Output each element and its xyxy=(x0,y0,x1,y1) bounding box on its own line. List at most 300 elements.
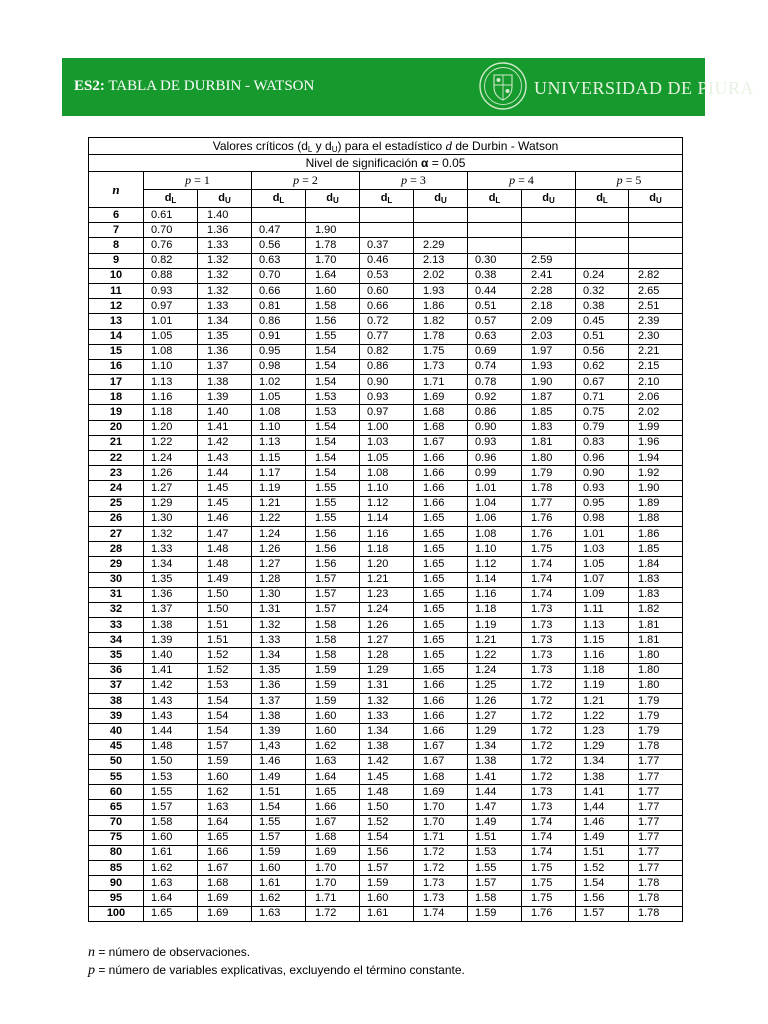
dl-cell: 1.28 xyxy=(360,648,414,663)
n-cell: 26 xyxy=(89,511,144,526)
du-cell: 1.65 xyxy=(414,526,468,541)
dl-cell: 1.14 xyxy=(468,572,522,587)
du-cell: 1.56 xyxy=(306,314,360,329)
dl-cell: 1.16 xyxy=(468,587,522,602)
du-cell: 1.66 xyxy=(414,694,468,709)
du-cell: 1.73 xyxy=(522,785,576,800)
du-cell: 1.63 xyxy=(198,800,252,815)
du-cell: 1.76 xyxy=(522,906,576,921)
dl-cell: 0.53 xyxy=(360,268,414,283)
du-cell: 1.78 xyxy=(414,329,468,344)
dl-cell: 0.63 xyxy=(252,253,306,268)
n-cell: 22 xyxy=(89,451,144,466)
dl-cell: 1.57 xyxy=(576,906,629,921)
dl-cell: 1.10 xyxy=(360,481,414,496)
du-cell: 1.83 xyxy=(629,572,683,587)
n-cell: 13 xyxy=(89,314,144,329)
dl-cell: 1.12 xyxy=(468,557,522,572)
dl-cell: 0.61 xyxy=(144,208,198,223)
table-row xyxy=(89,481,683,496)
du-cell: 1.42 xyxy=(198,435,252,450)
dl-header: $d_L$ xyxy=(468,190,522,208)
du-cell: 1.74 xyxy=(414,906,468,921)
du-cell: 1.66 xyxy=(306,800,360,815)
dl-cell: 1.49 xyxy=(576,830,629,845)
dl-cell: 1.51 xyxy=(576,845,629,860)
dl-cell xyxy=(576,208,629,223)
du-cell: 1.67 xyxy=(414,754,468,769)
du-cell: 1.78 xyxy=(629,739,683,754)
n-cell: 38 xyxy=(89,694,144,709)
p-group-header: p = 1 xyxy=(144,172,252,190)
du-cell: 1.50 xyxy=(198,602,252,617)
dl-cell: 1.49 xyxy=(252,769,306,784)
dl-cell: 1.11 xyxy=(576,602,629,617)
dl-cell xyxy=(360,208,414,223)
dl-cell: 0.30 xyxy=(468,253,522,268)
du-cell: 1.69 xyxy=(414,390,468,405)
dl-cell: 1.56 xyxy=(576,891,629,906)
dl-cell: 0.74 xyxy=(468,359,522,374)
du-cell: 1.79 xyxy=(629,724,683,739)
du-cell: 1.32 xyxy=(198,253,252,268)
du-cell: 1.55 xyxy=(306,496,360,511)
n-cell: 7 xyxy=(89,223,144,238)
du-cell xyxy=(629,253,683,268)
du-cell: 1.57 xyxy=(306,602,360,617)
n-cell: 80 xyxy=(89,845,144,860)
du-cell: 1.67 xyxy=(198,861,252,876)
dl-cell: 0.44 xyxy=(468,283,522,298)
du-cell: 1.85 xyxy=(522,405,576,420)
du-cell: 2.41 xyxy=(522,268,576,283)
n-cell: 33 xyxy=(89,618,144,633)
dl-cell: 1.23 xyxy=(576,724,629,739)
du-cell: 1.44 xyxy=(198,466,252,481)
durbin-watson-table xyxy=(88,137,683,922)
dl-cell: 1.05 xyxy=(576,557,629,572)
dl-cell: 1.32 xyxy=(360,694,414,709)
table-row xyxy=(89,511,683,526)
n-cell: 10 xyxy=(89,268,144,283)
n-cell: 17 xyxy=(89,375,144,390)
dl-cell: 1.38 xyxy=(360,739,414,754)
dl-cell: 1.29 xyxy=(144,496,198,511)
dl-cell: 1.00 xyxy=(360,420,414,435)
dl-header: $d_L$ xyxy=(360,190,414,208)
dl-cell: 1.20 xyxy=(144,420,198,435)
dl-cell: 1.41 xyxy=(576,785,629,800)
du-cell: 2.65 xyxy=(629,283,683,298)
table-row xyxy=(89,359,683,374)
du-cell: 1.52 xyxy=(198,648,252,663)
dl-cell: 1.01 xyxy=(576,526,629,541)
dl-cell: 1.38 xyxy=(468,754,522,769)
du-cell: 1.54 xyxy=(198,694,252,709)
dl-cell: 1.46 xyxy=(252,754,306,769)
du-cell: 1.46 xyxy=(198,511,252,526)
footnote-p: p = número de variables explicativas, excluyendo el término constante. xyxy=(88,963,465,978)
du-cell: 1.92 xyxy=(629,466,683,481)
du-cell: 1.74 xyxy=(522,572,576,587)
table-row xyxy=(89,253,683,268)
dl-cell: 1.19 xyxy=(468,618,522,633)
dl-cell: 1.37 xyxy=(144,602,198,617)
dl-cell: 1.54 xyxy=(252,800,306,815)
table-row xyxy=(89,830,683,845)
dl-cell: 1.24 xyxy=(252,526,306,541)
dl-cell: 1.27 xyxy=(252,557,306,572)
du-cell: 1.99 xyxy=(629,420,683,435)
sub-header-row xyxy=(89,190,683,208)
du-cell: 1.70 xyxy=(414,800,468,815)
dl-cell: 1.13 xyxy=(144,375,198,390)
dl-cell: 1.13 xyxy=(252,435,306,450)
table-row xyxy=(89,375,683,390)
dl-cell: 1.07 xyxy=(576,572,629,587)
dl-cell: 1.52 xyxy=(576,861,629,876)
dl-cell: 1.15 xyxy=(252,451,306,466)
dl-cell: 0.93 xyxy=(360,390,414,405)
footnote-n: n = número de observaciones. xyxy=(88,945,251,960)
dl-cell: 1.53 xyxy=(144,769,198,784)
table-row xyxy=(89,724,683,739)
dl-cell: 1.14 xyxy=(360,511,414,526)
dl-cell: 0.56 xyxy=(576,344,629,359)
du-cell: 2.02 xyxy=(414,268,468,283)
dl-cell: 0.86 xyxy=(360,359,414,374)
du-cell: 1.94 xyxy=(629,451,683,466)
dl-cell: 1.24 xyxy=(144,451,198,466)
du-cell: 1.85 xyxy=(629,542,683,557)
table-row xyxy=(89,754,683,769)
du-cell: 1.72 xyxy=(522,724,576,739)
du-cell: 1.84 xyxy=(629,557,683,572)
du-cell: 1.55 xyxy=(306,481,360,496)
dl-cell: 1.32 xyxy=(144,526,198,541)
dl-cell: 1.18 xyxy=(468,602,522,617)
table-row xyxy=(89,329,683,344)
du-cell: 1.60 xyxy=(306,283,360,298)
dl-cell: 0.77 xyxy=(360,329,414,344)
du-cell: 1.69 xyxy=(306,845,360,860)
n-cell: 75 xyxy=(89,830,144,845)
du-cell: 1.90 xyxy=(522,375,576,390)
du-cell: 1.73 xyxy=(522,663,576,678)
table-row xyxy=(89,557,683,572)
du-cell: 1.66 xyxy=(414,678,468,693)
dl-cell: 1.57 xyxy=(144,800,198,815)
du-cell: 1.54 xyxy=(306,435,360,450)
table-row xyxy=(89,694,683,709)
du-cell: 1.32 xyxy=(198,283,252,298)
n-cell: 6 xyxy=(89,208,144,223)
table-row xyxy=(89,769,683,784)
dl-cell: 1.64 xyxy=(144,891,198,906)
dl-cell: 1.34 xyxy=(468,739,522,754)
du-cell: 1.70 xyxy=(414,815,468,830)
dl-cell: 1.31 xyxy=(252,602,306,617)
du-cell: 1.74 xyxy=(522,557,576,572)
dl-cell: 1.55 xyxy=(144,785,198,800)
du-cell: 1.41 xyxy=(198,420,252,435)
dl-cell: 1.04 xyxy=(468,496,522,511)
p-group-header: p = 2 xyxy=(252,172,360,190)
du-cell: 1.90 xyxy=(306,223,360,238)
dl-cell: 0.63 xyxy=(468,329,522,344)
dl-header: $d_L$ xyxy=(144,190,198,208)
du-cell: 1.74 xyxy=(522,845,576,860)
dl-cell: 1.33 xyxy=(252,633,306,648)
du-cell: 1.68 xyxy=(198,876,252,891)
dl-cell: 1.41 xyxy=(144,663,198,678)
du-cell: 1.49 xyxy=(198,572,252,587)
dl-cell xyxy=(576,253,629,268)
dl-cell: 0.72 xyxy=(360,314,414,329)
du-cell: 1.58 xyxy=(306,618,360,633)
table-row xyxy=(89,420,683,435)
du-cell: 1.65 xyxy=(414,618,468,633)
dl-cell: 1.22 xyxy=(144,435,198,450)
dl-cell: 1.24 xyxy=(360,602,414,617)
dl-cell: 1.51 xyxy=(252,785,306,800)
dl-cell: 1.43 xyxy=(144,694,198,709)
dl-cell: 1.10 xyxy=(252,420,306,435)
dl-cell: 1.37 xyxy=(252,694,306,709)
dl-cell: 1.42 xyxy=(360,754,414,769)
dl-cell: 0.98 xyxy=(252,359,306,374)
dl-cell: 1.16 xyxy=(576,648,629,663)
du-cell: 1.69 xyxy=(198,891,252,906)
dl-cell: 1.27 xyxy=(144,481,198,496)
table-row xyxy=(89,861,683,876)
du-cell: 1.67 xyxy=(414,739,468,754)
dl-cell: 1.65 xyxy=(144,906,198,921)
du-cell: 1.72 xyxy=(522,754,576,769)
dl-cell: 1.10 xyxy=(468,542,522,557)
caption-row xyxy=(89,138,683,155)
dl-cell: 1.09 xyxy=(576,587,629,602)
du-cell: 2.18 xyxy=(522,299,576,314)
dl-header: $d_L$ xyxy=(252,190,306,208)
table-row xyxy=(89,663,683,678)
table-caption: Valores críticos ($d_L$ y $d_U$) para el estadístico d de Durbin - Watson xyxy=(89,138,683,155)
dl-cell: 0.95 xyxy=(576,496,629,511)
dl-cell: 1.26 xyxy=(360,618,414,633)
du-cell: 1.71 xyxy=(414,830,468,845)
n-cell: 34 xyxy=(89,633,144,648)
dl-cell: 1.60 xyxy=(360,891,414,906)
du-cell: 1.73 xyxy=(522,633,576,648)
n-cell: 32 xyxy=(89,602,144,617)
dl-cell: 1.36 xyxy=(252,678,306,693)
du-cell: 1.75 xyxy=(522,876,576,891)
du-cell: 1.54 xyxy=(306,420,360,435)
du-cell: 1.75 xyxy=(522,542,576,557)
dl-cell: 1.01 xyxy=(468,481,522,496)
du-cell: 1.32 xyxy=(198,268,252,283)
du-cell: 2.15 xyxy=(629,359,683,374)
dl-cell: 1.39 xyxy=(144,633,198,648)
dl-cell: 1.59 xyxy=(252,845,306,860)
du-cell: 1.54 xyxy=(198,709,252,724)
du-cell: 1.65 xyxy=(414,648,468,663)
du-cell: 1.66 xyxy=(198,845,252,860)
dl-cell: 1.35 xyxy=(144,572,198,587)
du-cell: 1.53 xyxy=(306,405,360,420)
n-cell: 90 xyxy=(89,876,144,891)
du-cell: 1.59 xyxy=(306,663,360,678)
dl-cell: 0.83 xyxy=(576,435,629,450)
du-cell: 1.65 xyxy=(306,785,360,800)
dl-cell: 1.63 xyxy=(252,906,306,921)
du-cell: 1.71 xyxy=(414,375,468,390)
du-cell: 1.65 xyxy=(414,602,468,617)
table-row xyxy=(89,709,683,724)
du-cell: 1.77 xyxy=(629,785,683,800)
du-cell: 1.59 xyxy=(306,678,360,693)
du-cell: 1.83 xyxy=(522,420,576,435)
dl-cell: 1.46 xyxy=(576,815,629,830)
dl-cell: 0.51 xyxy=(576,329,629,344)
du-cell: 1.76 xyxy=(522,526,576,541)
du-cell: 1.96 xyxy=(629,435,683,450)
table-row xyxy=(89,268,683,283)
n-cell: 28 xyxy=(89,542,144,557)
dl-cell: 1.21 xyxy=(468,633,522,648)
du-cell xyxy=(629,208,683,223)
table-row xyxy=(89,526,683,541)
du-cell: 1.63 xyxy=(306,754,360,769)
significance-row xyxy=(89,155,683,172)
n-cell: 29 xyxy=(89,557,144,572)
dl-cell: 0.92 xyxy=(468,390,522,405)
dl-cell: 1.03 xyxy=(576,542,629,557)
du-cell: 1.76 xyxy=(522,511,576,526)
table-row xyxy=(89,618,683,633)
du-cell: 2.10 xyxy=(629,375,683,390)
dl-cell: 1.61 xyxy=(144,845,198,860)
dl-cell: 0.86 xyxy=(468,405,522,420)
dl-cell: 1.24 xyxy=(468,663,522,678)
du-cell: 1.54 xyxy=(306,466,360,481)
dl-cell: 0.24 xyxy=(576,268,629,283)
dl-cell: 1.48 xyxy=(144,739,198,754)
table-row xyxy=(89,587,683,602)
du-cell: 1.48 xyxy=(198,542,252,557)
du-cell xyxy=(414,223,468,238)
du-cell: 1.73 xyxy=(522,602,576,617)
dl-cell: 0.81 xyxy=(252,299,306,314)
du-cell: 2.09 xyxy=(522,314,576,329)
du-cell: 1.54 xyxy=(306,451,360,466)
du-cell: 1.66 xyxy=(414,466,468,481)
dl-cell: 1.21 xyxy=(252,496,306,511)
dl-cell: 0.47 xyxy=(252,223,306,238)
dl-cell: 1.26 xyxy=(252,542,306,557)
dl-cell: 0.66 xyxy=(360,299,414,314)
table-row xyxy=(89,238,683,253)
dl-cell: 1.16 xyxy=(144,390,198,405)
dl-cell: 1.29 xyxy=(360,663,414,678)
du-cell: 1.66 xyxy=(414,724,468,739)
du-cell: 1.78 xyxy=(306,238,360,253)
dl-cell: 0.62 xyxy=(576,359,629,374)
dl-cell: 1.19 xyxy=(576,678,629,693)
dl-cell: 0.93 xyxy=(144,283,198,298)
dl-cell xyxy=(468,238,522,253)
dl-cell: 0.90 xyxy=(576,466,629,481)
dl-cell: 1.30 xyxy=(144,511,198,526)
dl-cell: 1.34 xyxy=(144,557,198,572)
n-cell: 55 xyxy=(89,769,144,784)
du-cell: 1.54 xyxy=(306,359,360,374)
dl-cell: 1.22 xyxy=(252,511,306,526)
header-banner xyxy=(62,58,754,116)
dl-cell: 1.57 xyxy=(360,861,414,876)
du-cell: 1.72 xyxy=(414,861,468,876)
du-cell: 1.72 xyxy=(522,678,576,693)
document-title xyxy=(74,78,314,95)
table-row xyxy=(89,633,683,648)
dl-cell: 0.97 xyxy=(144,299,198,314)
du-cell: 1.80 xyxy=(629,678,683,693)
table-row xyxy=(89,572,683,587)
dl-cell: 1.52 xyxy=(360,815,414,830)
dl-cell: 1.50 xyxy=(360,800,414,815)
du-cell: 1.74 xyxy=(522,815,576,830)
dl-cell: 1.34 xyxy=(252,648,306,663)
du-cell: 1.52 xyxy=(198,663,252,678)
document-title-text: TABLA DE DURBIN - WATSON xyxy=(108,78,315,94)
dl-cell: 1.01 xyxy=(144,314,198,329)
du-cell: 1.68 xyxy=(414,405,468,420)
du-cell: 1.70 xyxy=(306,253,360,268)
dl-cell: 0.86 xyxy=(252,314,306,329)
du-cell: 1.55 xyxy=(306,511,360,526)
du-cell: 1.56 xyxy=(306,526,360,541)
dl-cell: 0.88 xyxy=(144,268,198,283)
du-cell: 1.78 xyxy=(629,891,683,906)
dl-cell: 1.29 xyxy=(468,724,522,739)
du-cell: 1.56 xyxy=(306,557,360,572)
du-cell: 1.64 xyxy=(306,769,360,784)
dl-cell xyxy=(576,238,629,253)
n-cell: 95 xyxy=(89,891,144,906)
du-cell: 1.74 xyxy=(522,830,576,845)
du-cell: 1.72 xyxy=(522,694,576,709)
du-cell: 1.70 xyxy=(306,861,360,876)
table-row xyxy=(89,602,683,617)
n-cell: 21 xyxy=(89,435,144,450)
du-cell: 2.02 xyxy=(629,405,683,420)
dl-cell: 1.23 xyxy=(360,587,414,602)
table-row xyxy=(89,390,683,405)
du-cell: 1.72 xyxy=(522,769,576,784)
dl-cell: 1.39 xyxy=(252,724,306,739)
du-cell: 1.65 xyxy=(414,663,468,678)
dl-cell: 1.48 xyxy=(360,785,414,800)
du-cell: 1.90 xyxy=(629,481,683,496)
dl-cell: 1.35 xyxy=(252,663,306,678)
du-cell: 1.77 xyxy=(629,845,683,860)
du-cell: 2.29 xyxy=(414,238,468,253)
n-cell: 39 xyxy=(89,709,144,724)
du-cell: 1.64 xyxy=(198,815,252,830)
table-row xyxy=(89,496,683,511)
du-cell: 2.39 xyxy=(629,314,683,329)
dl-cell: 0.79 xyxy=(576,420,629,435)
